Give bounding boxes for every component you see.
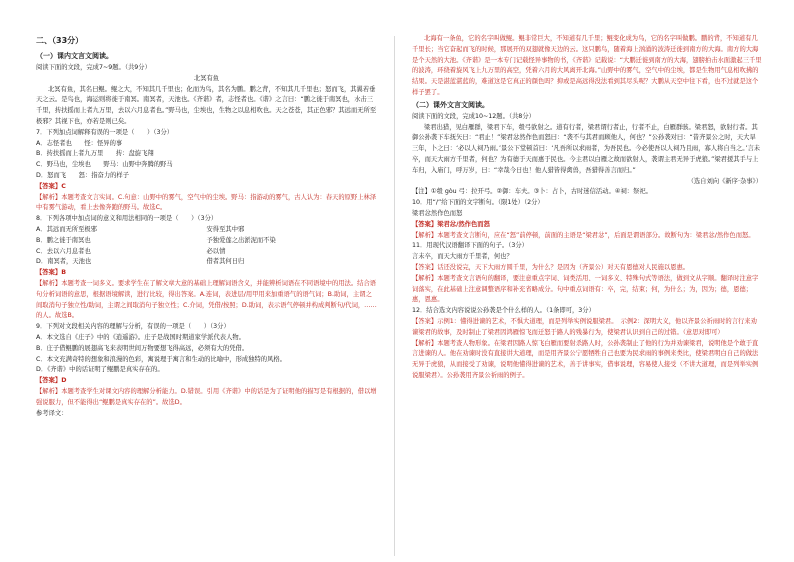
subsection-title: （一）课内文言文阅读。 [36,52,113,60]
q8-option-a-compare: 安得至其中邪 [206,225,245,233]
passage-notes: 【注】①彀 gòu 弓：拉开弓。②御：车夫。③卜：占卜，古时迷信活动。④祠：祭祀。 [412,188,652,196]
q8-option-c: C．去以六月息者也 [36,247,91,255]
q11-analysis: 【解析】本题考查文言语句的翻译，要注意重点字词、词类活用、一词多义、特殊句式等语法，做到文从字顺。翻译时注意字词落实，在此基础上注意调整语序和补充省略成分。句中重点词语有：卒，完，结束；何，为什么；为，因为；德，恩德；惠，恩惠。 [412,274,759,304]
q7-option-b: B．抟扶摇而上者九万里 抟：盘旋飞翔 [36,150,154,158]
passage-paragraph-2: 梁君出猎，见白雁群，梁君下车，彀弓欲射之。道有行者，梁君谓行者止，行者不止，白雁群骇。梁君怒，欲射行者。其御公孙袭下车抚矢曰：“君止！”梁君忿然作色而怒曰：“袭不与其君而顾他人，何也？”公孙袭对曰：“昔齐景公之时，天大旱三年，卜之曰：‘必以人祠乃雨。’景公下堂顿首曰：‘凡吾所以求雨者，为吾民也。今必使吾以人祠乃且雨，寡人将自当之。’言未卒，而天大雨方千里者，何也？为有德于天而惠于民也。今主君以白雁之故而欲射人，袭谓主君无异于虎狼。”梁君援其手与上车归，入庙门，呼万岁，曰：“幸哉今日也！他人猎皆得禽兽，吾猎得善言而归。” [412,123,761,174]
q10-text: 梁君忿然作色而怒 [412,209,463,217]
q8-option-b: B．鹏之徙于南冥也 [36,236,91,244]
q9-option-a: A．本文选自《庄子》中的《逍遥游》。庄子是战国时期道家学派代表人物。 [36,333,245,341]
q12-answer: 【答案】示例1：懂得进谏的艺术，不惧大道理，而是列举实例说服梁君。 示例2：深明大义，他以齐景公祈雨时的言行来劝谏梁君的故事，及时制止了梁君因鸿雁惊飞而迁怒于路人的残暴行为，使梁君认识到自己的过错。（意思对即可） [412,317,757,336]
q8-analysis: 【解析】本题考查一词多义。要求学生在了解文章大意的基础上理解词语含义，并能辨析词语在不同语境中的用法。结合语句分析词语的意思，根据语境解读，进行比较，得出答案。A.连词，表进层/用甲用来加重语气的语气词；B.助词，主谓之间取消句子独立性/助词，主谓之间取消句子独立性；C.介词，凭借/按照；D.助词，表示语气停顿并构成判断句/代词，……的人。故选B。 [36,279,377,320]
q11-text: 言未卒，而天大雨方千里者，何也？ [412,253,513,261]
q8-option-b-row [36,236,377,247]
q7-option-a: A．志怪者也 怪：怪异的事 [36,139,123,147]
question-11-stem: 11．用现代汉语翻译下面的句子。（3分） [412,242,528,250]
left-column [36,34,377,419]
question-9-stem: 9．下列对文段相关内容的理解与分析，有误的一项是（ ）（3分） [36,323,230,331]
q8-option-a-row [36,225,377,236]
question-10-stem: 10．用“/”给下面的文字断句。（限1处）（2分） [412,199,544,207]
reference-translation-label: 参考译文： [36,409,68,417]
q12-analysis: 【解析】本题考查人物形象。在梁君因路人惊飞白雁而要射杀路人时，公孙袭制止了他的行为并劝谏梁君，说明他是个敢于直言进谏的人。他在劝谏时没有直接讲大道理，而是用齐景公宁愿牺牲自己也要为民求雨的事例来类比，使梁君明白自己的做法无异于虎狼，从而接受了劝谏，说明他懂得进谏的艺术，善于讲事实，借事说理，容易使人接受（不讲大道理，而是列举实例说服梁君）。公孙袭用齐景公祈雨的例子。 [412,339,759,379]
right-column [412,34,762,382]
question-12-stem: 12．结合选文内容说说公孙袭是个什么样的人。（1条即可，3分） [412,307,595,315]
q8-answer: 【答案】B [36,269,66,277]
q9-answer: 【答案】D [36,377,67,385]
passage-paragraph: 北冥有鱼，其名曰鲲。鲲之大，不知其几千里也；化而为鸟，其名为鹏。鹏之背，不知其几千里也；怒而飞，其翼若垂天之云。是鸟也，海运则将徙于南冥。南冥者，天池也。《齐谐》者，志怪者也。《谐》之言曰：“鹏之徙于南冥也，水击三千里，抟扶摇而上者九万里，去以六月息者也。”野马也，尘埃也，生物之以息相吹也。天之苍苍，其正色邪？其远而无所至极邪？其视下也，亦若是则已矣。 [36,85,377,125]
column-divider [394,36,395,556]
q10-analysis: 【解析】本题考查文言断句，应在“怒”前停顿，前面的主语是“梁君忿”，后面是谓语部分。故断句为：梁君忿/然作色而怒。 [412,231,755,239]
subsection-title-2: （二）课外文言文阅读。 [412,100,489,109]
translation-paragraph: 北海有一条鱼，它的名字叫做鲲。鲲非常巨大，不知道有几千里；鲲变化成为鸟，它的名字叫做鹏。鹏的背，不知道有几千里长；当它奋起而飞的时候，那展开的双翅就像天边的云。这只鹏鸟，随着海上汹涌的波涛迁徙到南方的大海。南方的大海是个天然的大池。《齐谐》是一本专门记载怪异事物的书，《齐谐》记载说：“大鹏迁徙到南方的大海，翅膀拍击水面激起三千里的波涛，环绕着旋风飞上九万里的高空，凭着六月的大风离开北海。”山野中的雾气，空气中的尘埃，都是生物用气息相吹拂的结果。天是湛蓝湛蓝的，难道这是它真正的颜色吗？抑或是高远得没法看到其尽头呢？大鹏从天空中往下看，也不过就是这个样子罢了。 [412,35,762,96]
q8-option-a: A．其远而无所至极邪 [36,225,97,233]
q11-answer: 【答案】话还没说完，天下大雨方圆千里，为什么？是因为（齐景公）对天有恩德对人民施以恩惠。 [412,263,690,271]
q8-option-c-row [36,247,377,258]
q7-option-d: D．怒而飞 怒：指奋力的样子 [36,171,130,179]
q9-option-b: B．庄子借鲲鹏的展翅高飞来表明世间万物要想飞得高远，必须有大的凭借。 [36,344,249,352]
q9-option-d: D．《齐谐》中的话证明了鲲鹏是真实存在的。 [36,366,164,374]
q7-analysis: 【解析】本题考查文言实词。C.句意：山野中的雾气，空气中的尘埃。野马：指游动的雾气，古人认为：春天的原野上林泽中有雾气游动，看上去像奔跑的野马。故选C。 [36,193,377,212]
intro-text-2: 阅读下面的文段，完成10~12题。（共8分） [412,112,535,120]
intro-text: 阅读下面的文段，完成7~9题。（共9分） [36,64,151,71]
question-8-stem: 8．下列各项中加点词的意义和用法相同的一项是（ ）（3分） [36,215,218,223]
q9-analysis: 【解析】本题考查学生对课文内容的理解分析能力。D.错误。引用《齐谐》中的话是为了证明他的描写是有根据的，借以增强说服力，但不能得出“鲲鹏是真实存在的”。故选D。 [36,387,377,406]
q8-option-c-compare: 必以情 [206,247,226,255]
passage-title: 北冥有鱼 [193,74,220,82]
section-title: 二、（33分） [36,36,84,45]
q7-answer: 【答案】C [36,182,66,190]
q10-answer: 【答案】梁君忿/然作色而怒 [412,220,490,228]
q8-option-d-row [36,257,377,268]
q8-option-d: D．南冥者，天池也 [36,258,92,266]
q8-option-d-compare: 借者其何日归 [206,258,245,266]
q9-option-c: C．本文充满奇特的想象和浪漫的色彩，寓说理于寓言和生动的比喻中，形成独特的风格。 [36,355,286,363]
q7-option-c: C．野马也，尘埃也 野马：山野中奔腾的野马 [36,161,173,169]
passage-source: （选自刘向《新序·杂事》） [687,177,762,185]
q8-option-b-compare: 予独爱莲之出淤泥而不染 [206,236,276,244]
question-7-stem: 7．下列加点词解释有误的一项是（ ）（3分） [36,128,174,136]
